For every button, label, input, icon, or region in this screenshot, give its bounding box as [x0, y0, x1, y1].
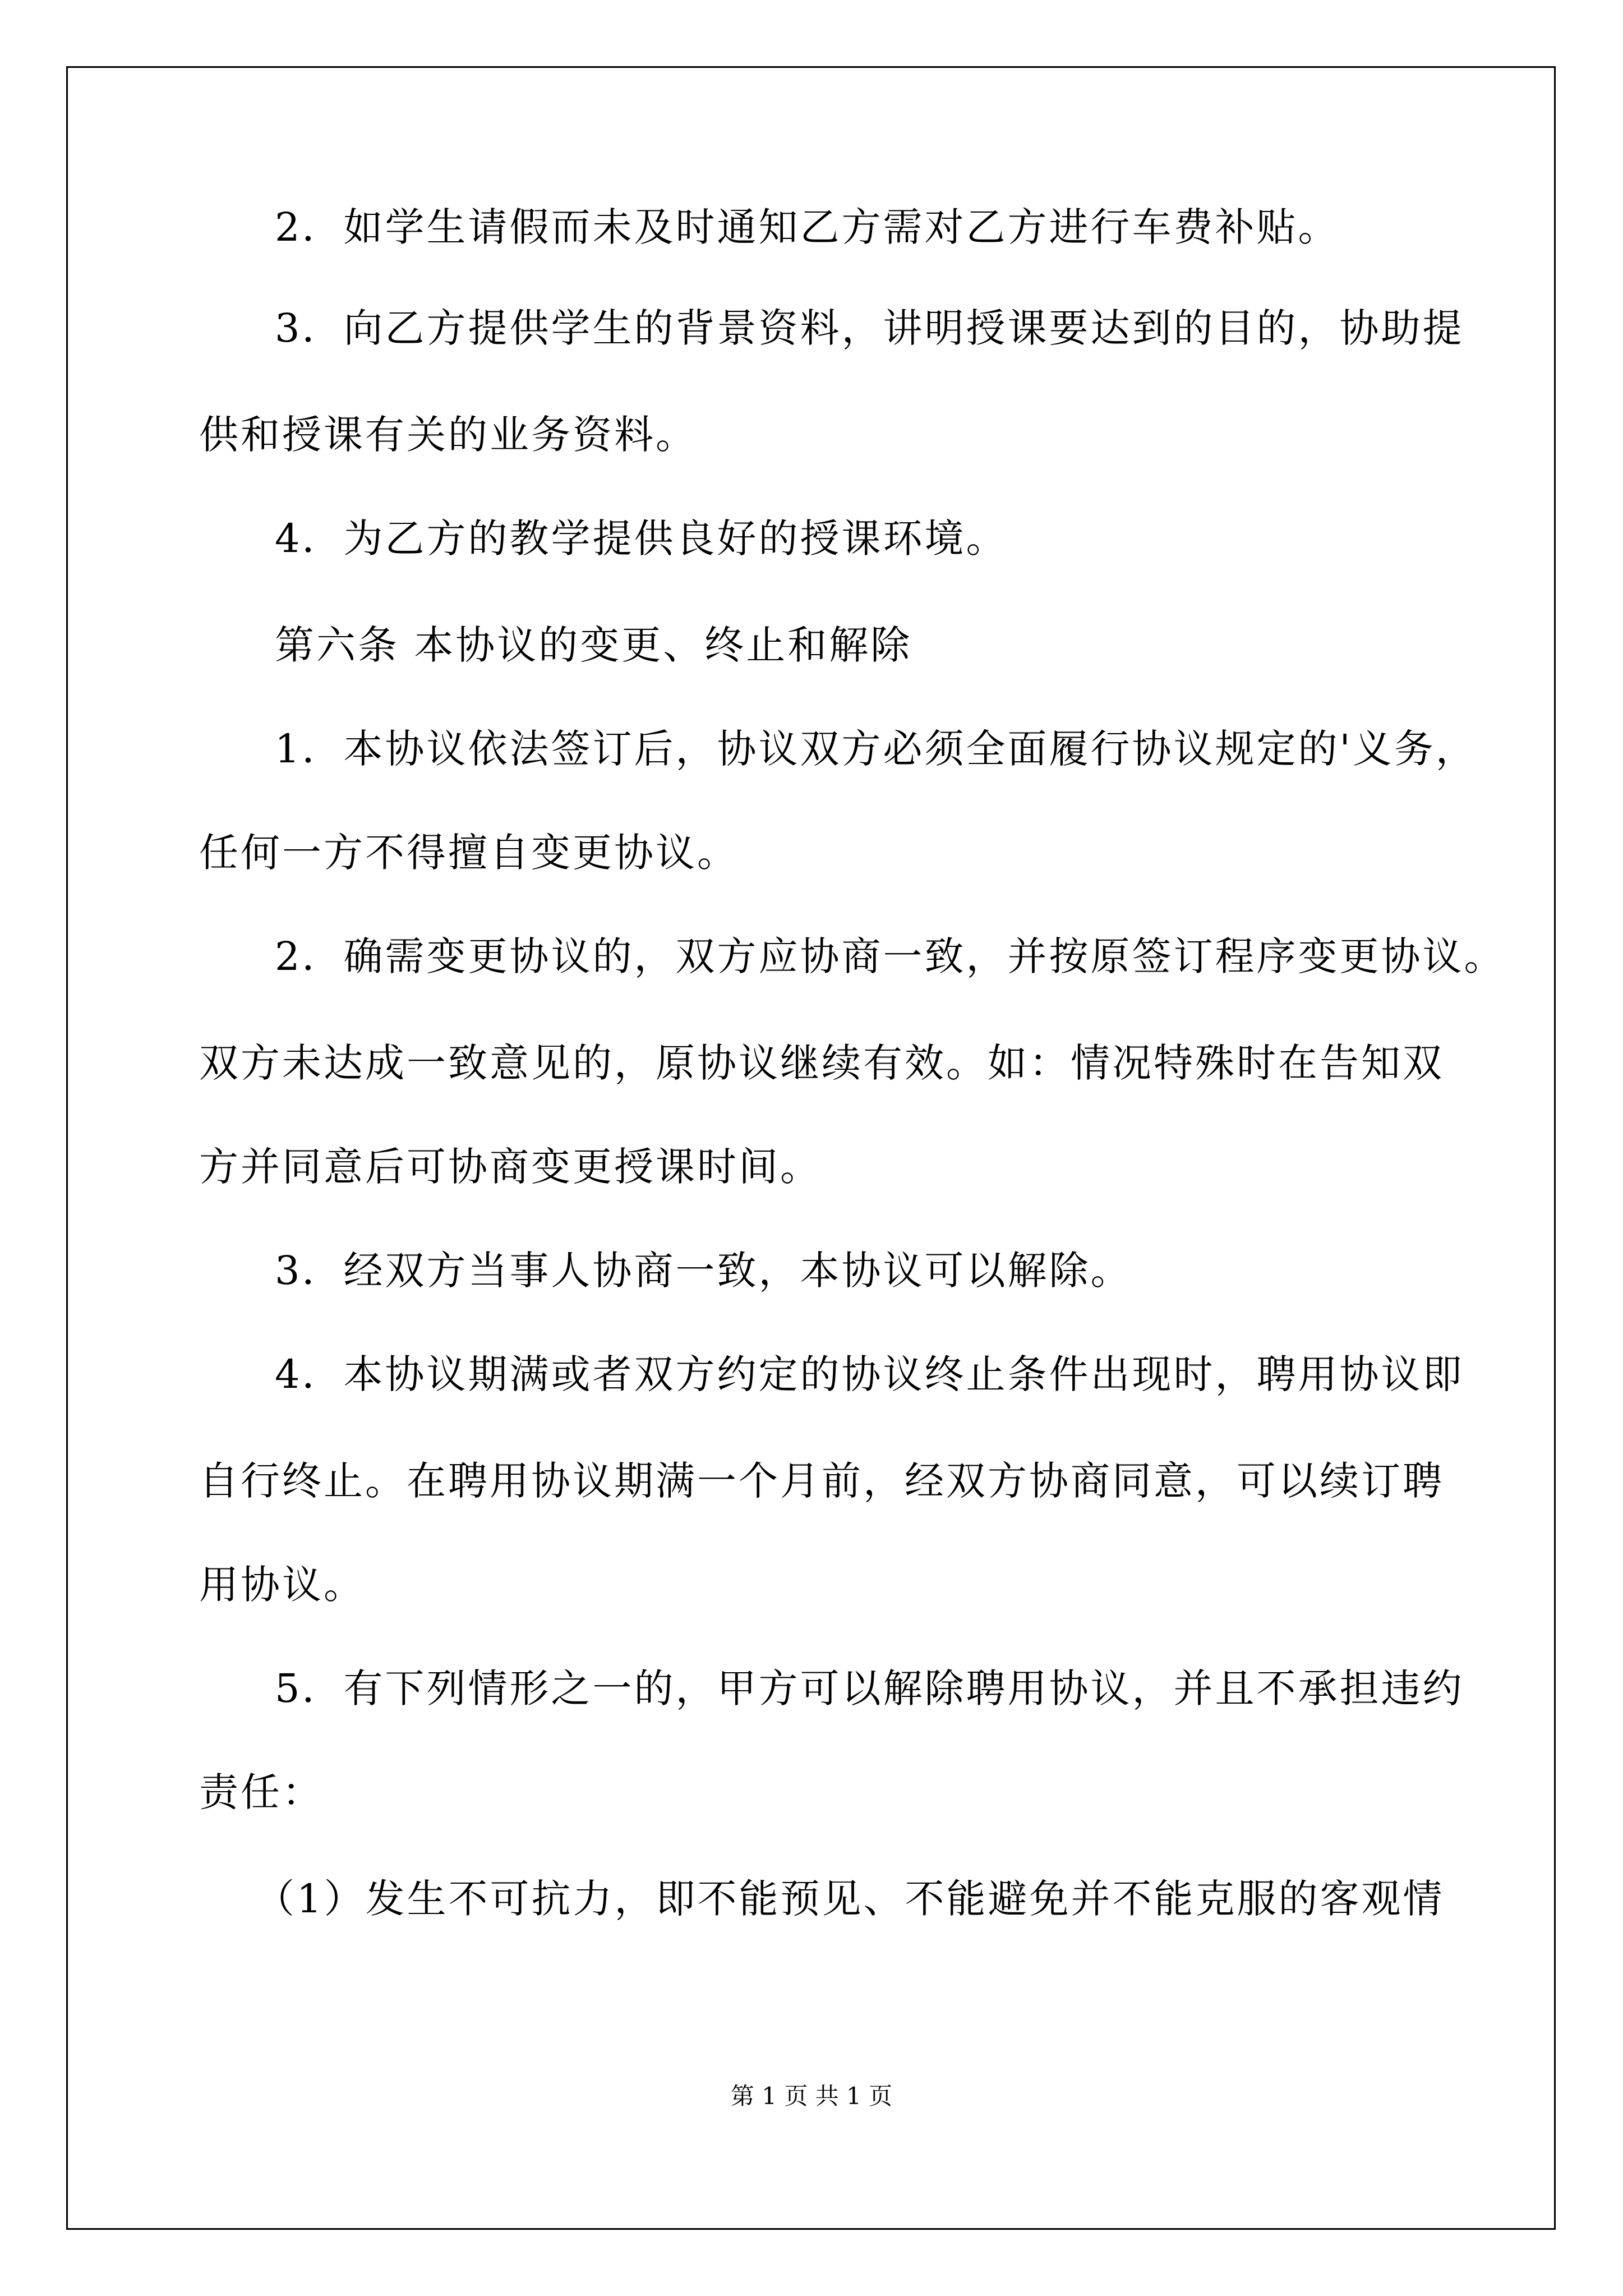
- paragraph-line: 用协议。: [199, 1562, 365, 1608]
- section-heading: 第六条 本协议的变更、终止和解除: [275, 622, 912, 668]
- paragraph-line: （1）发生不可抗力，即不能预见、不能避免并不能克服的客观情: [255, 1876, 1445, 1922]
- paragraph-line: 2．如学生请假而未及时通知乙方需对乙方进行车费补贴。: [275, 204, 1340, 250]
- page-number-footer: 第 1 页 共 1 页: [730, 2082, 893, 2110]
- paragraph-line: 供和授课有关的业务资料。: [199, 412, 697, 458]
- paragraph-line: 1．本协议依法签订后，协议双方必须全面履行协议规定的'义务，: [275, 726, 1477, 772]
- paragraph-line: 自行终止。在聘用协议期满一个月前，经双方协商同意，可以续订聘: [199, 1458, 1444, 1504]
- paragraph-line: 4．本协议期满或者双方约定的协议终止条件出现时，聘用协议即: [275, 1351, 1464, 1397]
- paragraph-line: 3．向乙方提供学生的背景资料，讲明授课要达到的目的，协助提: [275, 305, 1464, 351]
- paragraph-line: 双方未达成一致意见的，原协议继续有效。如：情况特殊时在告知双: [199, 1040, 1444, 1086]
- paragraph-line: 责任：: [199, 1769, 324, 1815]
- paragraph-line: 任何一方不得擅自变更协议。: [199, 830, 739, 876]
- paragraph-line: 3．经双方当事人协商一致，本协议可以解除。: [275, 1248, 1132, 1294]
- paragraph-line: 4．为乙方的教学提供良好的授课环境。: [275, 516, 1008, 562]
- paragraph-line: 方并同意后可协商变更授课时间。: [199, 1144, 822, 1190]
- paragraph-line: 5．有下列情形之一的，甲方可以解除聘用协议，并且不承担违约: [275, 1665, 1464, 1711]
- paragraph-line: 2．确需变更协议的，双方应协商一致，并按原签订程序变更协议。: [275, 933, 1506, 979]
